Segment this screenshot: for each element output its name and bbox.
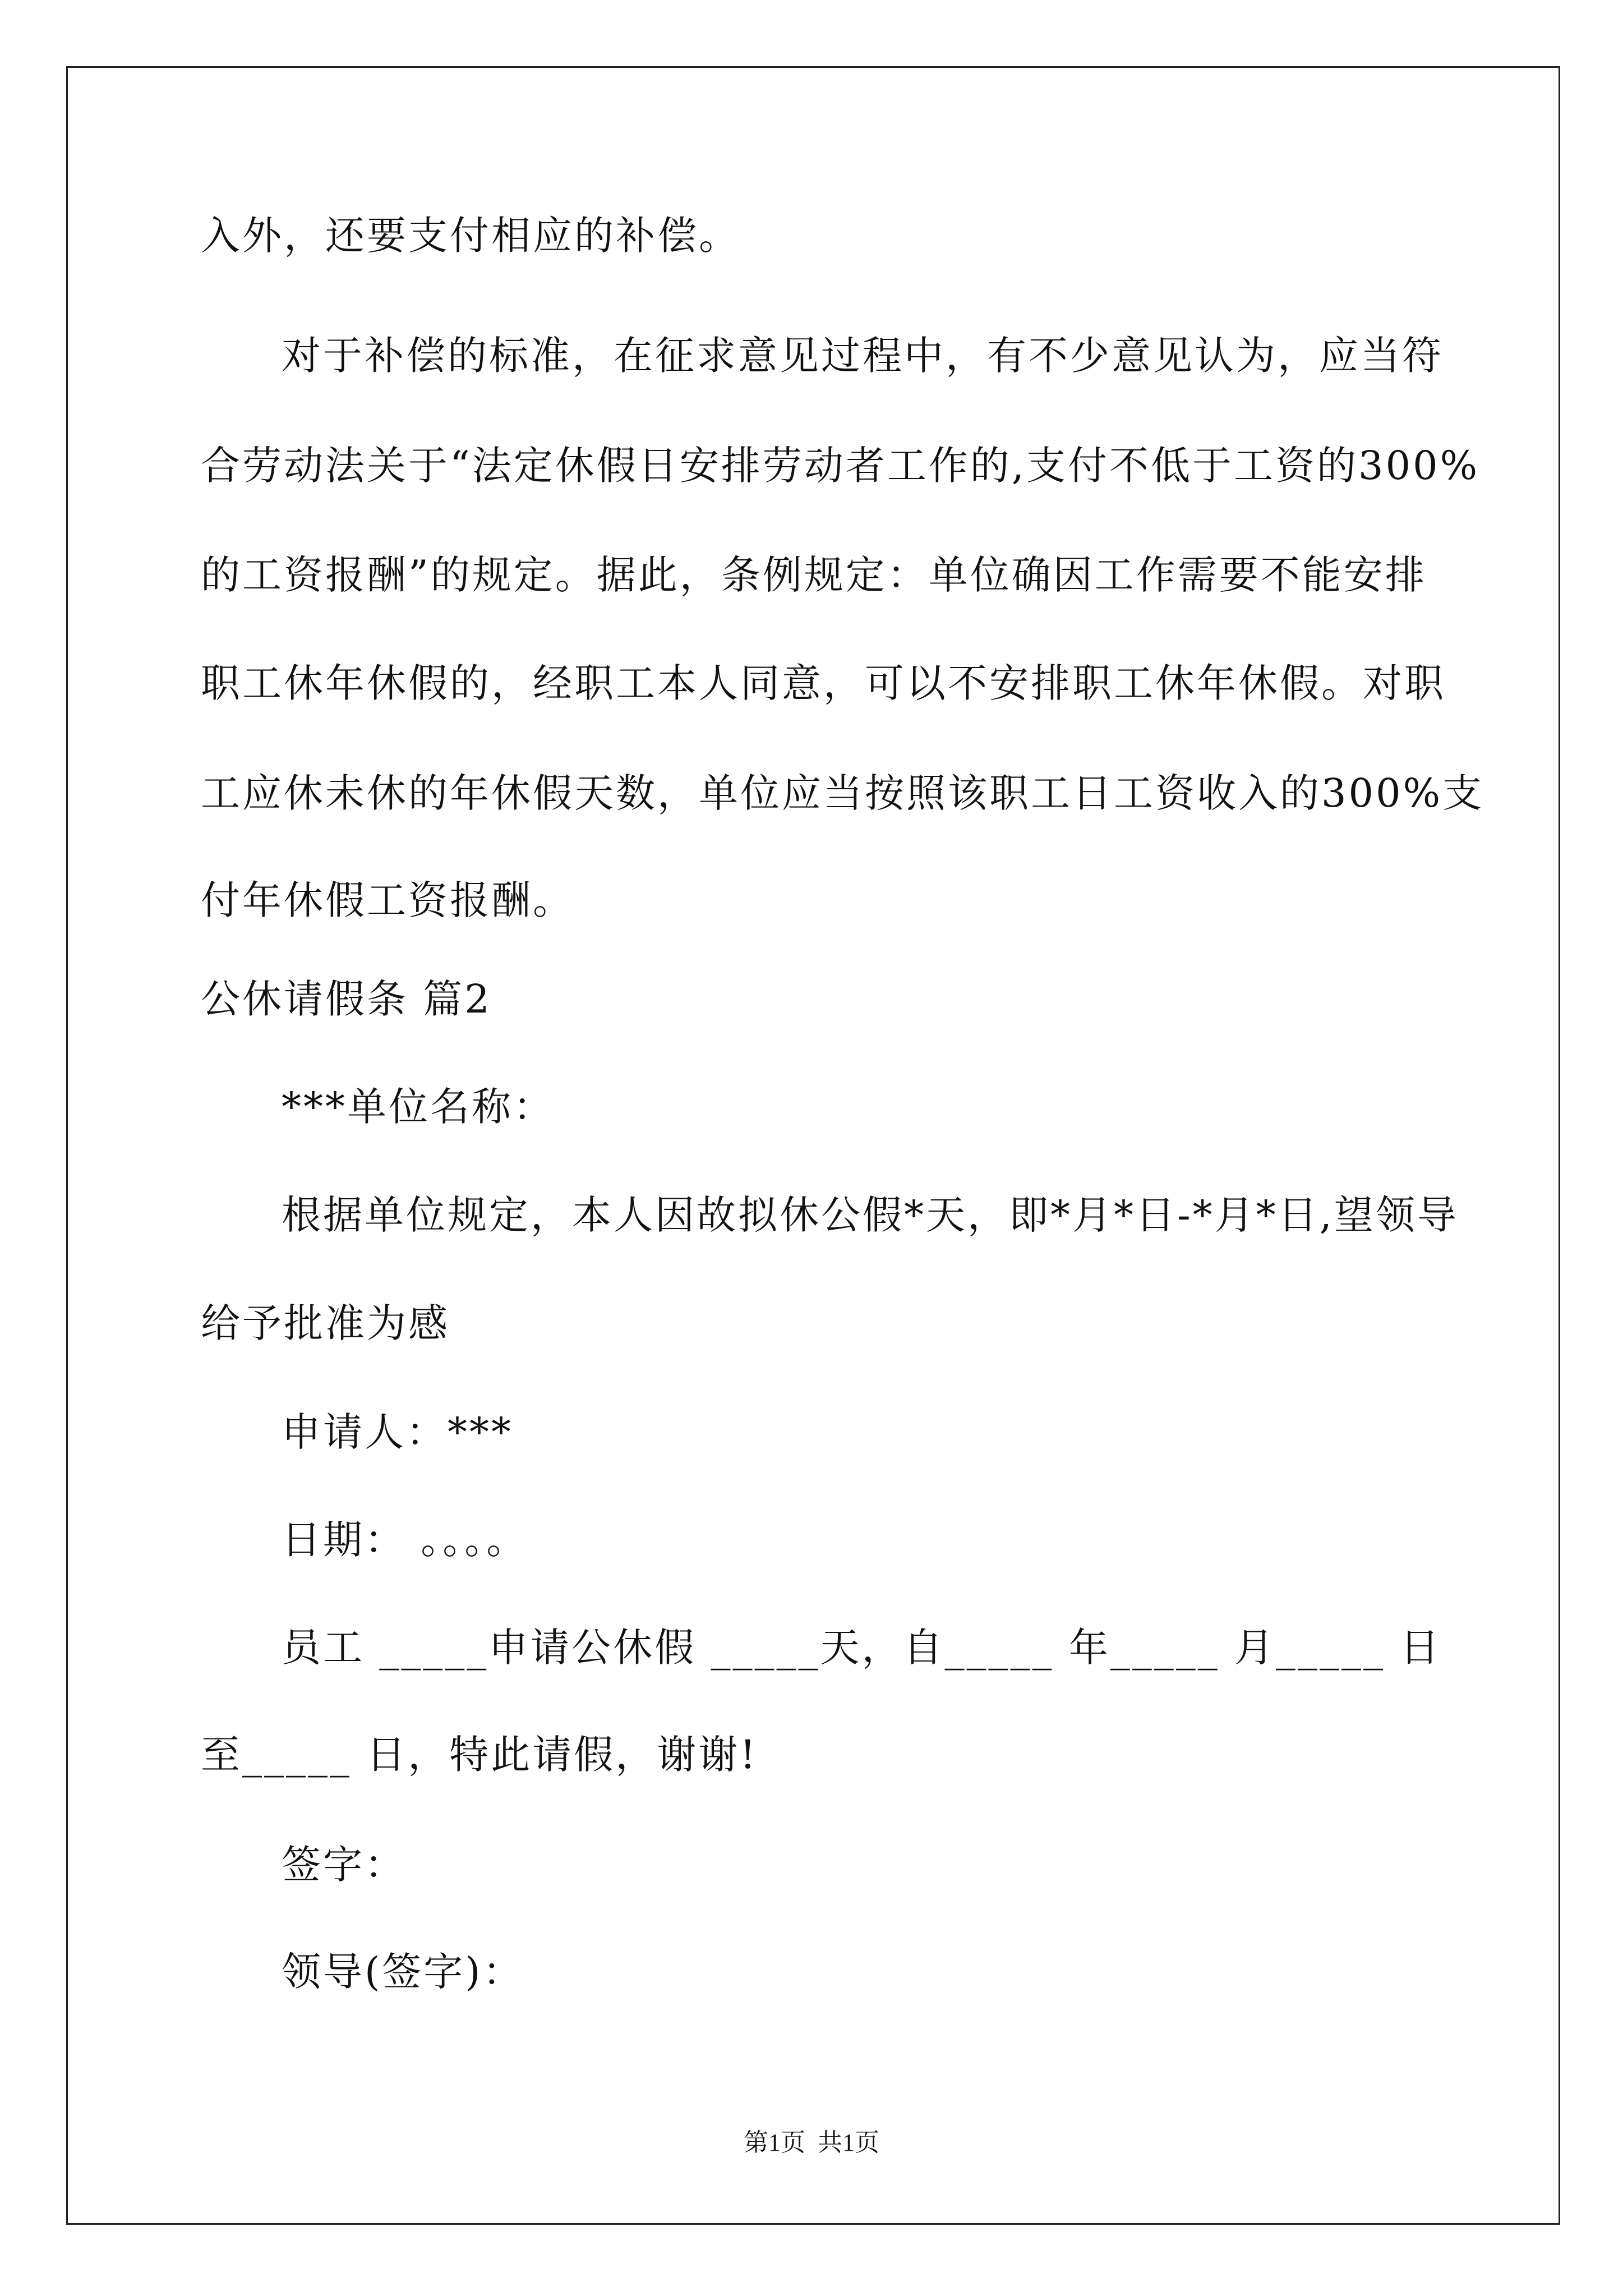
signature-line: 签字：	[282, 1842, 406, 1888]
text-line-5: 职工休年休假的，经职工本人同意，可以不安排职工休年休假。对职	[201, 660, 1446, 706]
text-line-request-end: 给予批准为感	[201, 1300, 450, 1346]
form-line-until: 至_____ 日，特此请假，谢谢!	[201, 1732, 758, 1778]
text-line-request: 根据单位规定，本人因故拟休公假*天，即*月*日-*月*日,望领导	[282, 1192, 1459, 1238]
section-heading: 公休请假条 篇2	[201, 976, 492, 1022]
text-line-1: 入外，还要支付相应的补偿。	[201, 213, 740, 259]
text-line-4: 的工资报酬”的规定。据此，条例规定：单位确因工作需要不能安排	[201, 552, 1427, 598]
page-border	[66, 66, 1560, 2225]
date-line: 日期： 。。。。	[282, 1517, 528, 1563]
addressee-line: ***单位名称：	[282, 1084, 555, 1130]
text-line-7: 付年休假工资报酬。	[201, 877, 574, 923]
page-footer: 第1页 共1页	[744, 2129, 879, 2156]
applicant-line: 申请人：***	[282, 1409, 513, 1455]
leader-signature-line: 领导(签字)：	[282, 1949, 524, 1995]
text-line-3: 合劳动法关于“法定休假日安排劳动者工作的,支付不低于工资的300%	[201, 443, 1480, 489]
text-line-6: 工应休未休的年休假天数，单位应当按照该职工日工资收入的300%支	[201, 770, 1484, 816]
form-line-employee: 员工 _____申请公休假 _____天，自_____ 年_____ 月_____ 日	[282, 1625, 1442, 1671]
text-line-2: 对于补偿的标准，在征求意见过程中，有不少意见认为，应当符	[282, 333, 1444, 379]
